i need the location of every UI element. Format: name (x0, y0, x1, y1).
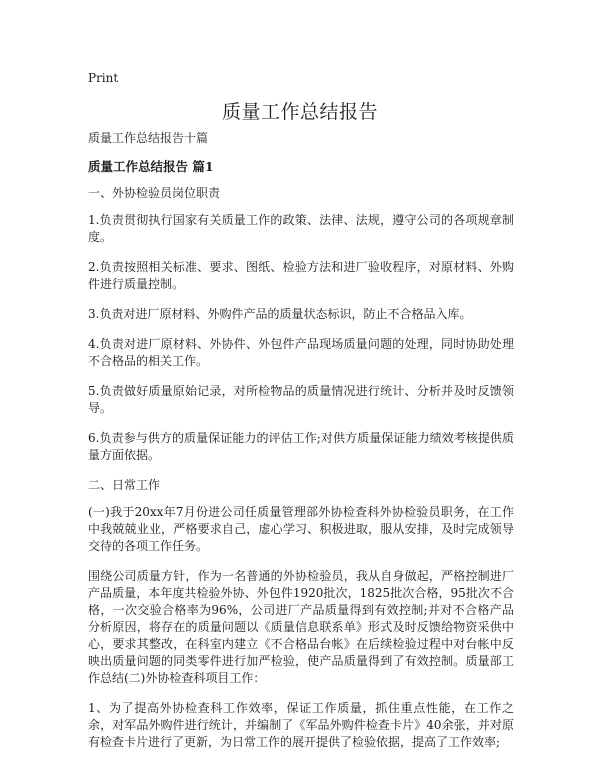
daily-work-paragraph-2: 围绕公司质量方针，作为一名普通的外协检验员，我从自身做起，严格控制进厂产品质量，本年度共检验外协、外包件1920批次，1825批次合格，95批次不合格，一次交验合格率为96%，公司进厂产品质量得到有效控制;并对不合格产品分析原因，将存在的质量问题以《质量信息联系单》形式及时反馈给物资采供中心，要求其整改，在科室内建立《不合格品台帐》在后续检验过程中对台帐中反映出质量问题的同类零件进行加严检验，使产品质量得到了有效控制。质量部工作总结(二)外协检查科项目工作： (88, 569, 514, 685)
duty-item-1: 1.负责贯彻执行国家有关质量工作的政策、法律、法规，遵守公司的各项规章制度。 (88, 213, 514, 244)
document-subtitle: 质量工作总结报告十篇 (88, 131, 209, 145)
duty-item-4: 4.负责对进厂原材料、外协件、外包件产品现场质量问题的处理，同时协助处理不合格品的相关工作。 (88, 337, 514, 368)
duty-item-3: 3.负责对进厂原材料、外购件产品的质量状态标识，防止不合格品入库。 (88, 307, 472, 321)
duty-item-2: 2.负责按照相关标准、要求、图纸、检验方法和进厂验收程序，对原材料、外购件进行质量控制。 (88, 260, 514, 291)
daily-work-paragraph-1: (一)我于20xx年7月份进公司任质量管理部外协检查科外协检验员职务，在工作中我兢兢业业，严格要求自己，虚心学习、积极进取，服从安排，及时完成领导交待的各项工作任务。 (88, 505, 514, 553)
print-link[interactable]: Print (88, 71, 119, 85)
duty-item-6: 6.负责参与供方的质量保证能力的评估工作;对供方质量保证能力绩效考核提供质量方面依据。 (88, 431, 514, 462)
project-work-item-1: 1、为了提高外协检查科工作效率，保证工作质量，抓住重点性能，在工作之余，对军品外购件进行统计，并编制了《军品外购件检查卡片》40余张，并对原有检查卡片进行了更新，为日常工作的展开提供了检验依据，提高了工作效率; (88, 701, 514, 749)
section-heading-duties: 一、外协检验员岗位职责 (88, 186, 221, 200)
document-title: 质量工作总结报告 (221, 101, 378, 123)
section-heading-daily-work: 二、日常工作 (88, 478, 161, 492)
article-heading: 质量工作总结报告 篇1 (88, 159, 214, 174)
document-body (88, 130, 514, 764)
duty-item-5: 5.负责做好质量原始记录，对所检物品的质量情况进行统计、分析并及时反馈领导。 (88, 384, 514, 415)
